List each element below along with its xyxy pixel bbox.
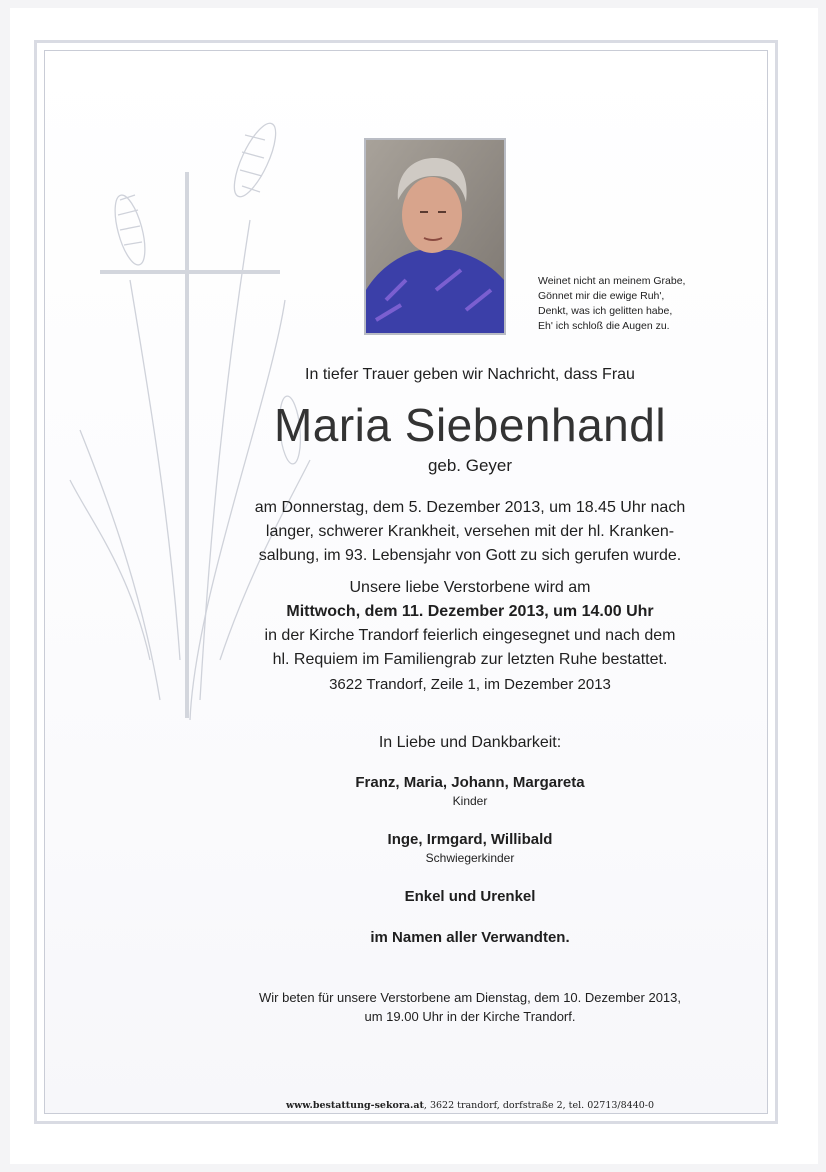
inlaws-group	[180, 831, 760, 865]
text-line: hl. Requiem im Familiengrab zur letzten Ruhe bestattet.	[272, 651, 668, 668]
funeral-home-footer	[180, 1100, 760, 1111]
intro-text: In tiefer Trauer geben wir Nachricht, dass Frau	[305, 366, 635, 383]
inlaws-names: Inge, Irmgard, Willibald	[387, 831, 553, 848]
funeral-date: Mittwoch, dem 11. Dezember 2013, um 14.00 Uhr	[286, 603, 654, 620]
text-line: um 19.00 Uhr in der Kirche Trandorf.	[364, 1009, 576, 1024]
text-line: salbung, im 93. Lebensjahr von Gott zu sich gerufen wurde.	[258, 547, 682, 564]
children-label: Kinder	[452, 794, 488, 808]
death-announcement	[180, 496, 760, 568]
text-line: Unsere liebe Verstorbene wird am	[349, 579, 591, 596]
footer-details: , 3622 trandorf, dorfstraße 2, tel. 02713/8440-0	[423, 1100, 655, 1111]
thanks-line: In Liebe und Dankbarkeit:	[378, 734, 562, 751]
address-line: 3622 Trandorf, Zeile 1, im Dezember 2013	[329, 676, 611, 693]
grandchildren-line: Enkel und Urenkel	[404, 888, 536, 905]
children-group	[180, 774, 760, 808]
text-line: Wir beten für unsere Verstorbene am Dienstag, dem 10. Dezember 2013,	[259, 990, 681, 1005]
poem-line: Eh' ich schloß die Augen zu.	[538, 320, 670, 332]
deceased-name: Maria Siebenhandl	[273, 399, 667, 451]
portrait-photo	[364, 138, 506, 335]
relatives-line: im Namen aller Verwandten.	[370, 929, 570, 946]
poem-line: Denkt, was ich gelitten habe,	[538, 305, 673, 317]
text-line: langer, schwerer Krankheit, versehen mit der hl. Kranken-	[265, 523, 675, 540]
text-line: in der Kirche Trandorf feierlich eingesegnet und nach dem	[264, 627, 676, 644]
poem-line: Weinet nicht an meinem Grabe,	[538, 275, 686, 287]
poem-line: Gönnet mir die ewige Ruh',	[538, 290, 665, 302]
inlaws-label: Schwiegerkinder	[425, 851, 515, 865]
memorial-poem	[538, 274, 738, 334]
maiden-name: geb. Geyer	[427, 456, 513, 475]
rosary-notice	[180, 988, 760, 1026]
funeral-announcement	[180, 576, 760, 672]
text-line: am Donnerstag, dem 5. Dezember 2013, um 18.45 Uhr nach	[254, 499, 686, 516]
website-link[interactable]: www.bestattung-sekora.at	[285, 1100, 424, 1111]
children-names: Franz, Maria, Johann, Margareta	[355, 774, 585, 791]
